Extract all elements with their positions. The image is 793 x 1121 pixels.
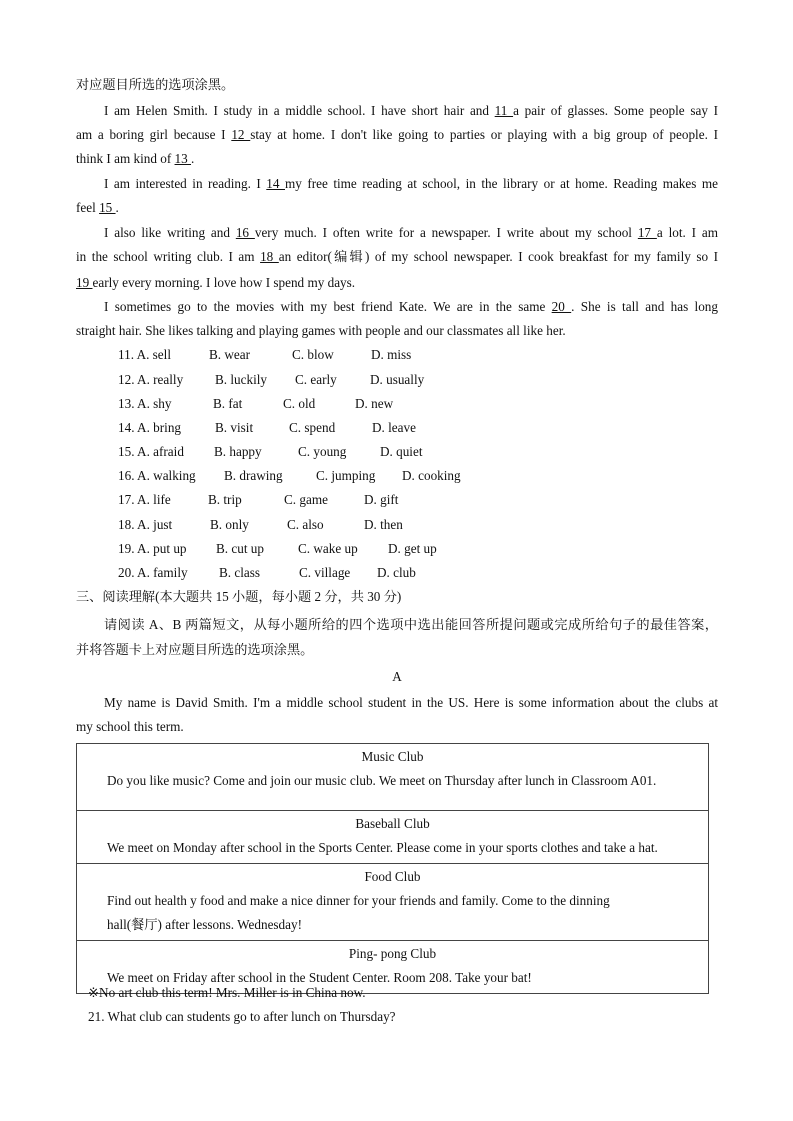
passage-line: think I am kind of 13 .: [76, 151, 195, 166]
table-row: [77, 864, 709, 941]
blank-18: 18: [260, 249, 279, 264]
club-description: hall(餐厅) after lessons. Wednesday!: [107, 917, 302, 932]
passage-line: straight hair. She likes talking and playing games with people and our classmates all like her.: [76, 323, 566, 338]
club-title: Food Club: [364, 869, 421, 884]
blank-15: 15: [99, 200, 116, 215]
passage-line: I also like writing and 16 very much. I often write for a newspaper. I write about my school 17 a lot. I am: [104, 225, 719, 240]
section-heading: 三、阅读理解(本大题共 15 小题，每小题 2 分，共 30 分): [76, 589, 402, 604]
blank-19: 19: [76, 275, 93, 290]
club-cell-baseball: [77, 811, 709, 864]
passage-a-intro: my school this term.: [76, 719, 184, 734]
club-description: We meet on Monday after school in the Sports Center. Please come in your sports clothes and take a hat.: [107, 840, 658, 855]
passage-line: I am interested in reading. I 14 my free time reading at school, in the library or at home. Reading makes me: [104, 176, 719, 191]
blank-20: 20: [551, 299, 572, 314]
club-cell-food: [77, 864, 709, 941]
note: ※No art club this term! Mrs. Miller is in China now.: [88, 985, 366, 1000]
passage-line: I am Helen Smith. I study in a middle school. I have short hair and 11 a pair of glasses. Some people say I: [104, 103, 718, 118]
club-title: Baseball Club: [355, 816, 430, 831]
passage-line: I sometimes go to the movies with my best friend Kate. We are in the same 20 . She is tall and has long: [104, 299, 718, 314]
table-row: [77, 744, 709, 811]
blank-11: 11: [494, 103, 514, 118]
blank-17: 17: [637, 225, 657, 240]
blank-14: 14: [266, 176, 285, 191]
blank-12: 12: [231, 127, 251, 142]
section-instruction: 并将答题卡上对应题目所选的选项涂黑。: [76, 642, 314, 657]
section-instruction: 请阅读 A、B 两篇短文，从每小题所给的四个选项中选出能回答所提问题或完成所给句子的最佳答案，: [104, 617, 718, 632]
club-title: Ping- pong Club: [348, 946, 437, 961]
passage-line: am a boring girl because I 12 stay at home. I don't like going to parties or playing with a big group of people. I: [76, 127, 718, 142]
clubs-table: [76, 743, 709, 994]
club-description: Find out health y food and make a nice dinner for your friends and family. Come to the dinning: [107, 893, 610, 908]
passage-line: feel 15 .: [76, 200, 119, 215]
club-cell-music: [77, 744, 709, 811]
club-description: We meet on Friday after school in the Student Center. Room 208. Take your bat!: [107, 970, 532, 985]
blank-13: 13: [174, 151, 192, 166]
club-description: Do you like music? Come and join our music club. We meet on Thursday after lunch in Classroom A01.: [107, 773, 657, 788]
blank-16: 16: [235, 225, 255, 240]
question-21: 21. What club can students go to after lunch on Thursday?: [88, 1009, 396, 1024]
passage-line: in the school writing club. I am 18 an editor(编辑) of my school newspaper. I cook breakfast for my family so I: [76, 249, 719, 264]
passage-a-intro: My name is David Smith. I'm a middle school student in the US. Here is some information about the clubs at: [104, 695, 718, 710]
club-title: Music Club: [361, 749, 424, 764]
passage-label-a: A: [392, 669, 402, 684]
passage-line: 19 early every morning. I love how I spend my days.: [76, 275, 356, 290]
instruction-tail: 对应题目所选的选项涂黑。: [76, 77, 235, 92]
table-row: [77, 811, 709, 864]
